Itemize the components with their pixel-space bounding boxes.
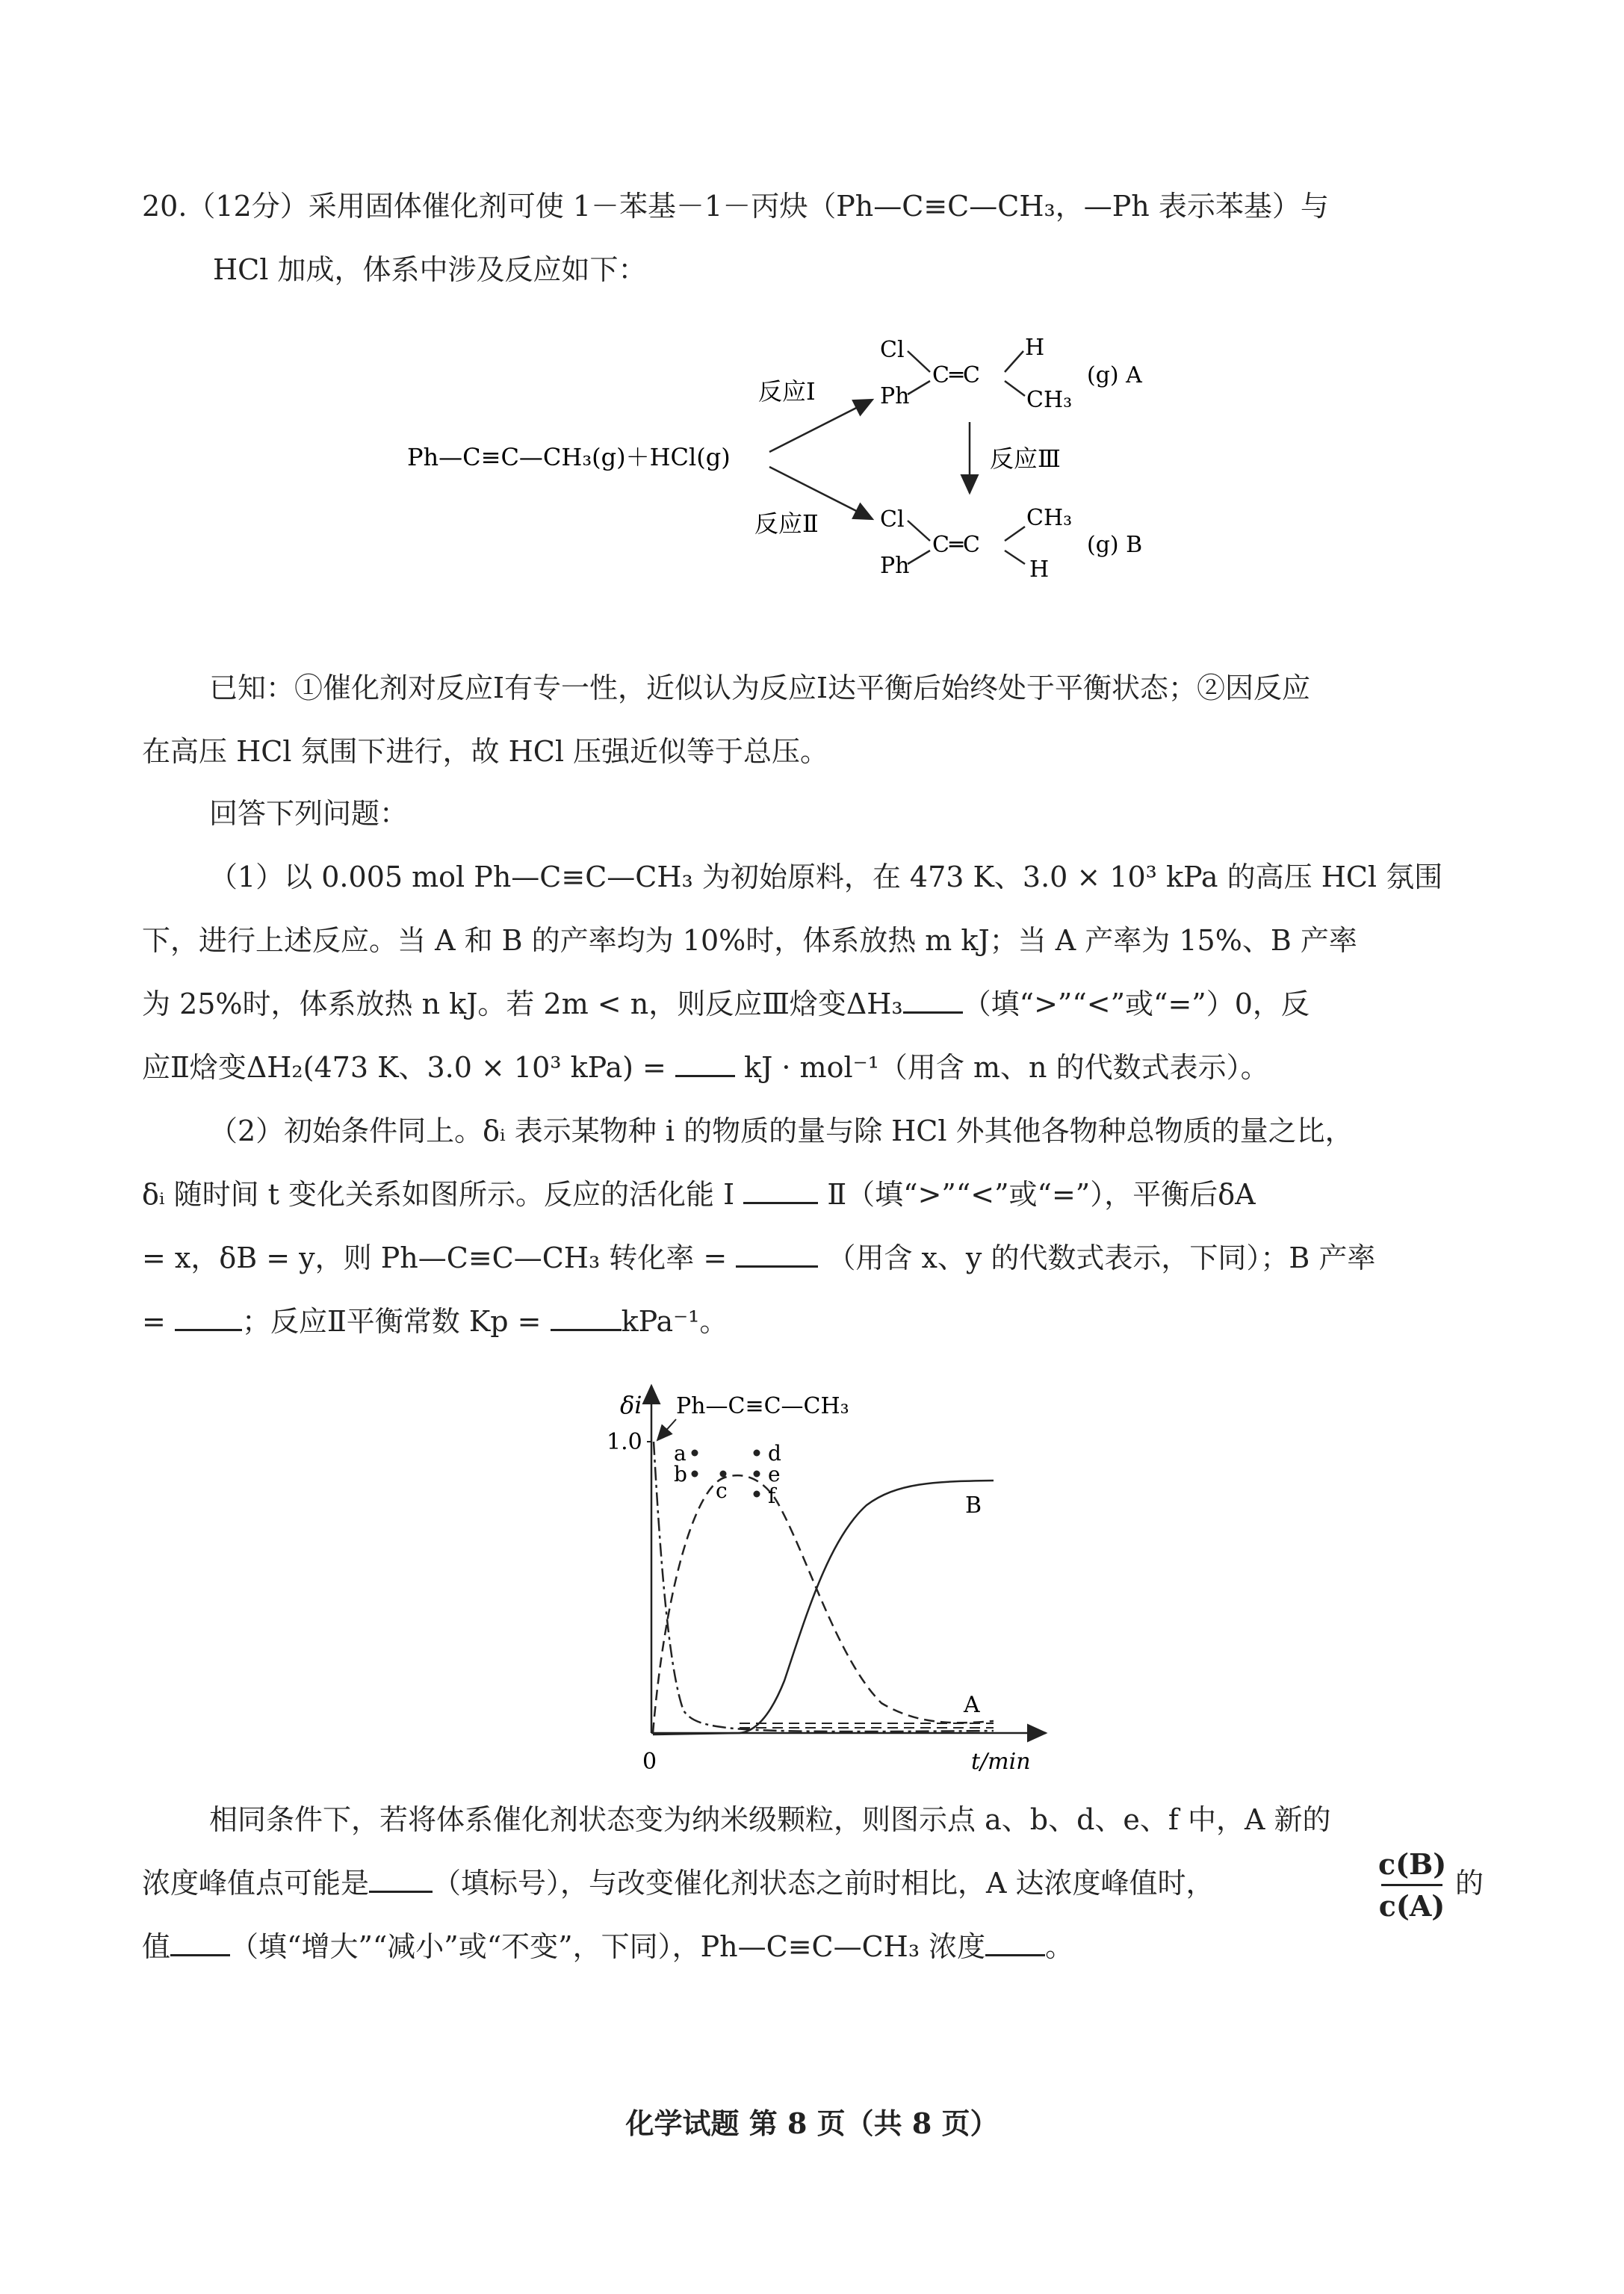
product-a-label: (g) A bbox=[1087, 362, 1142, 388]
point-f bbox=[754, 1491, 760, 1498]
product-b-h: H bbox=[1029, 557, 1050, 583]
ratio-denominator: c(A) bbox=[1378, 1889, 1445, 1923]
answer-blank-kp[interactable] bbox=[551, 1306, 622, 1331]
part1-line-2: 下，进行上述反应。当 A 和 B 的产率均为 10%时，体系放热 m kJ；当 A 产率为 15%、B 产率 bbox=[142, 924, 1357, 957]
answer-blank-conversion[interactable] bbox=[736, 1243, 818, 1268]
label-reaction-2: 反应Ⅱ bbox=[754, 509, 819, 538]
part2-line-2-text-b: Ⅱ（填“>”“<”或“=”），平衡后δA bbox=[827, 1178, 1256, 1211]
part1-line-4 bbox=[142, 1050, 1501, 1085]
point-e-label: e bbox=[768, 1462, 781, 1487]
part3-line-1: 相同条件下，若将体系催化剂状态变为纳米级颗粒，则图示点 a、b、d、e、f 中，A 新的 bbox=[209, 1803, 1331, 1836]
answer-blank-dh2[interactable] bbox=[675, 1053, 735, 1077]
point-d-label: d bbox=[768, 1441, 781, 1466]
product-b-ph: Ph bbox=[880, 553, 910, 579]
point-e bbox=[754, 1471, 760, 1478]
part2-line-3-text-a: = x，δB = y，则 Ph—C≡C—CH₃ 转化率 = bbox=[142, 1241, 728, 1274]
point-c-label: c bbox=[716, 1478, 728, 1503]
part3-line-2-text-b: （填标号），与改变催化剂状态之前时相比，A 达浓度峰值时， bbox=[433, 1867, 1215, 1900]
delta-time-chart bbox=[0, 1374, 1624, 1778]
answer-blank-activation-energy[interactable] bbox=[743, 1179, 818, 1204]
series-b-curve bbox=[653, 1481, 994, 1735]
part3-line-2 bbox=[142, 1865, 1501, 1901]
known-line-1: 已知：①催化剂对反应Ⅰ有专一性，近似认为反应Ⅰ达平衡后始终处于平衡状态；②因反应 bbox=[209, 672, 1311, 704]
point-a-label: a bbox=[674, 1441, 687, 1466]
part1-line-1: （1）以 0.005 mol Ph—C≡C—CH₃ 为初始原料，在 473 K、3.0 × 10³ kPa 的高压 HCl 氛围 bbox=[209, 861, 1443, 893]
part2-line-4-text-b: ；反应Ⅱ平衡常数 Kp = bbox=[241, 1305, 542, 1338]
answer-blank-b-yield[interactable] bbox=[175, 1306, 242, 1331]
ratio-numerator: c(B) bbox=[1378, 1847, 1447, 1881]
series-a-curve bbox=[653, 1475, 994, 1733]
part3-line-3-text-b: （填“增大”“减小”或“不变”，下同），Ph—C≡C—CH₃ 浓度 bbox=[230, 1930, 986, 1963]
part1-line-3 bbox=[142, 986, 1501, 1022]
part2-line-4-text-a: = bbox=[142, 1305, 166, 1338]
y-tick-1: 1.0 bbox=[607, 1429, 642, 1455]
part1-line-3-text-b: （填“>”“<”或“=”）0，反 bbox=[962, 988, 1310, 1020]
ratio-fraction bbox=[1378, 1847, 1445, 1923]
answer-blank-dh3-sign[interactable] bbox=[903, 989, 963, 1014]
part3-line-3-text-a: 值 bbox=[142, 1930, 171, 1963]
product-a-ch3: CH₃ bbox=[1026, 387, 1073, 413]
series-reactant-curve bbox=[654, 1442, 994, 1732]
part2-line-4-text-c: kPa⁻¹。 bbox=[621, 1305, 728, 1338]
arrow-reaction-1 bbox=[769, 400, 873, 452]
product-b-cl: Cl bbox=[880, 506, 905, 533]
point-c bbox=[720, 1471, 727, 1478]
label-reaction-1: 反应Ⅰ bbox=[758, 377, 816, 406]
product-b-label: (g) B bbox=[1087, 532, 1143, 558]
part3-line-3 bbox=[142, 1929, 1501, 1965]
y-axis-label: δi bbox=[620, 1391, 642, 1419]
part2-line-4 bbox=[142, 1303, 1501, 1339]
reaction-scheme bbox=[0, 314, 1624, 613]
point-a bbox=[692, 1450, 698, 1457]
answer-blank-peak-point[interactable] bbox=[369, 1868, 433, 1893]
product-b-cc: C═C bbox=[932, 532, 980, 558]
part2-line-2 bbox=[142, 1177, 1501, 1212]
part3-line-2-text-a: 浓度峰值点可能是 bbox=[142, 1867, 370, 1900]
part2-line-3-text-b: （用含 x、y 的代数式表示，下同）；B 产率 bbox=[827, 1241, 1376, 1274]
prompt-text: 回答下列问题： bbox=[209, 797, 409, 830]
series-label-a: A bbox=[964, 1692, 980, 1718]
x-axis-label: t/min bbox=[971, 1749, 1031, 1775]
part1-line-4-text-a: 应Ⅱ焓变ΔH₂(473 K、3.0 × 10³ kPa) = bbox=[142, 1051, 666, 1084]
point-b-label: b bbox=[674, 1462, 687, 1487]
label-reaction-3: 反应Ⅲ bbox=[990, 444, 1061, 473]
known-line-2: 在高压 HCl 氛围下进行，故 HCl 压强近似等于总压。 bbox=[142, 735, 829, 768]
question-line-1: 20.（12分）采用固体催化剂可使 1－苯基－1－丙炔（Ph—C≡C—CH₃，—Ph 表示苯基）与 bbox=[142, 190, 1329, 223]
part3-line-3-text-c: 。 bbox=[1045, 1930, 1074, 1963]
series-label-reactant: Ph—C≡C—CH₃ bbox=[676, 1393, 849, 1419]
answer-blank-ratio-change[interactable] bbox=[170, 1932, 230, 1956]
part2-line-1: （2）初始条件同上。δᵢ 表示某物种 i 的物质的量与除 HCl 外其他各物种总物质的量之比， bbox=[209, 1115, 1354, 1147]
part1-line-3-text-a: 为 25%时，体系放热 n kJ。若 2m < n，则反应Ⅲ焓变ΔH₃ bbox=[142, 988, 903, 1020]
origin-label: 0 bbox=[642, 1749, 657, 1775]
part2-line-3 bbox=[142, 1240, 1501, 1276]
question-line-2: HCl 加成，体系中涉及反应如下： bbox=[213, 253, 647, 286]
point-f-label: f bbox=[768, 1484, 776, 1508]
fraction-bar bbox=[1381, 1884, 1442, 1886]
part3-line-2-suffix: 的 bbox=[1455, 1867, 1484, 1900]
part1-line-4-text-b: kJ · mol⁻¹（用含 m、n 的代数式表示）。 bbox=[744, 1051, 1269, 1084]
product-a-cl: Cl bbox=[880, 337, 905, 363]
product-a-ph: Ph bbox=[880, 383, 910, 409]
point-b bbox=[692, 1471, 698, 1478]
product-b-ch3: CH₃ bbox=[1026, 505, 1073, 531]
scheme-reactant: Ph—C≡C—CH₃(g)＋HCl(g) bbox=[407, 443, 731, 471]
part2-line-2-text-a: δᵢ 随时间 t 变化关系如图所示。反应的活化能 Ⅰ bbox=[142, 1178, 735, 1211]
page-footer: 化学试题 第 8 页（共 8 页） bbox=[625, 2107, 999, 2140]
point-d bbox=[754, 1450, 760, 1457]
product-a-cc: C═C bbox=[932, 362, 980, 388]
series-label-b: B bbox=[965, 1492, 982, 1519]
product-a-h: H bbox=[1025, 335, 1045, 361]
answer-blank-reactant-concentration[interactable] bbox=[985, 1932, 1045, 1956]
